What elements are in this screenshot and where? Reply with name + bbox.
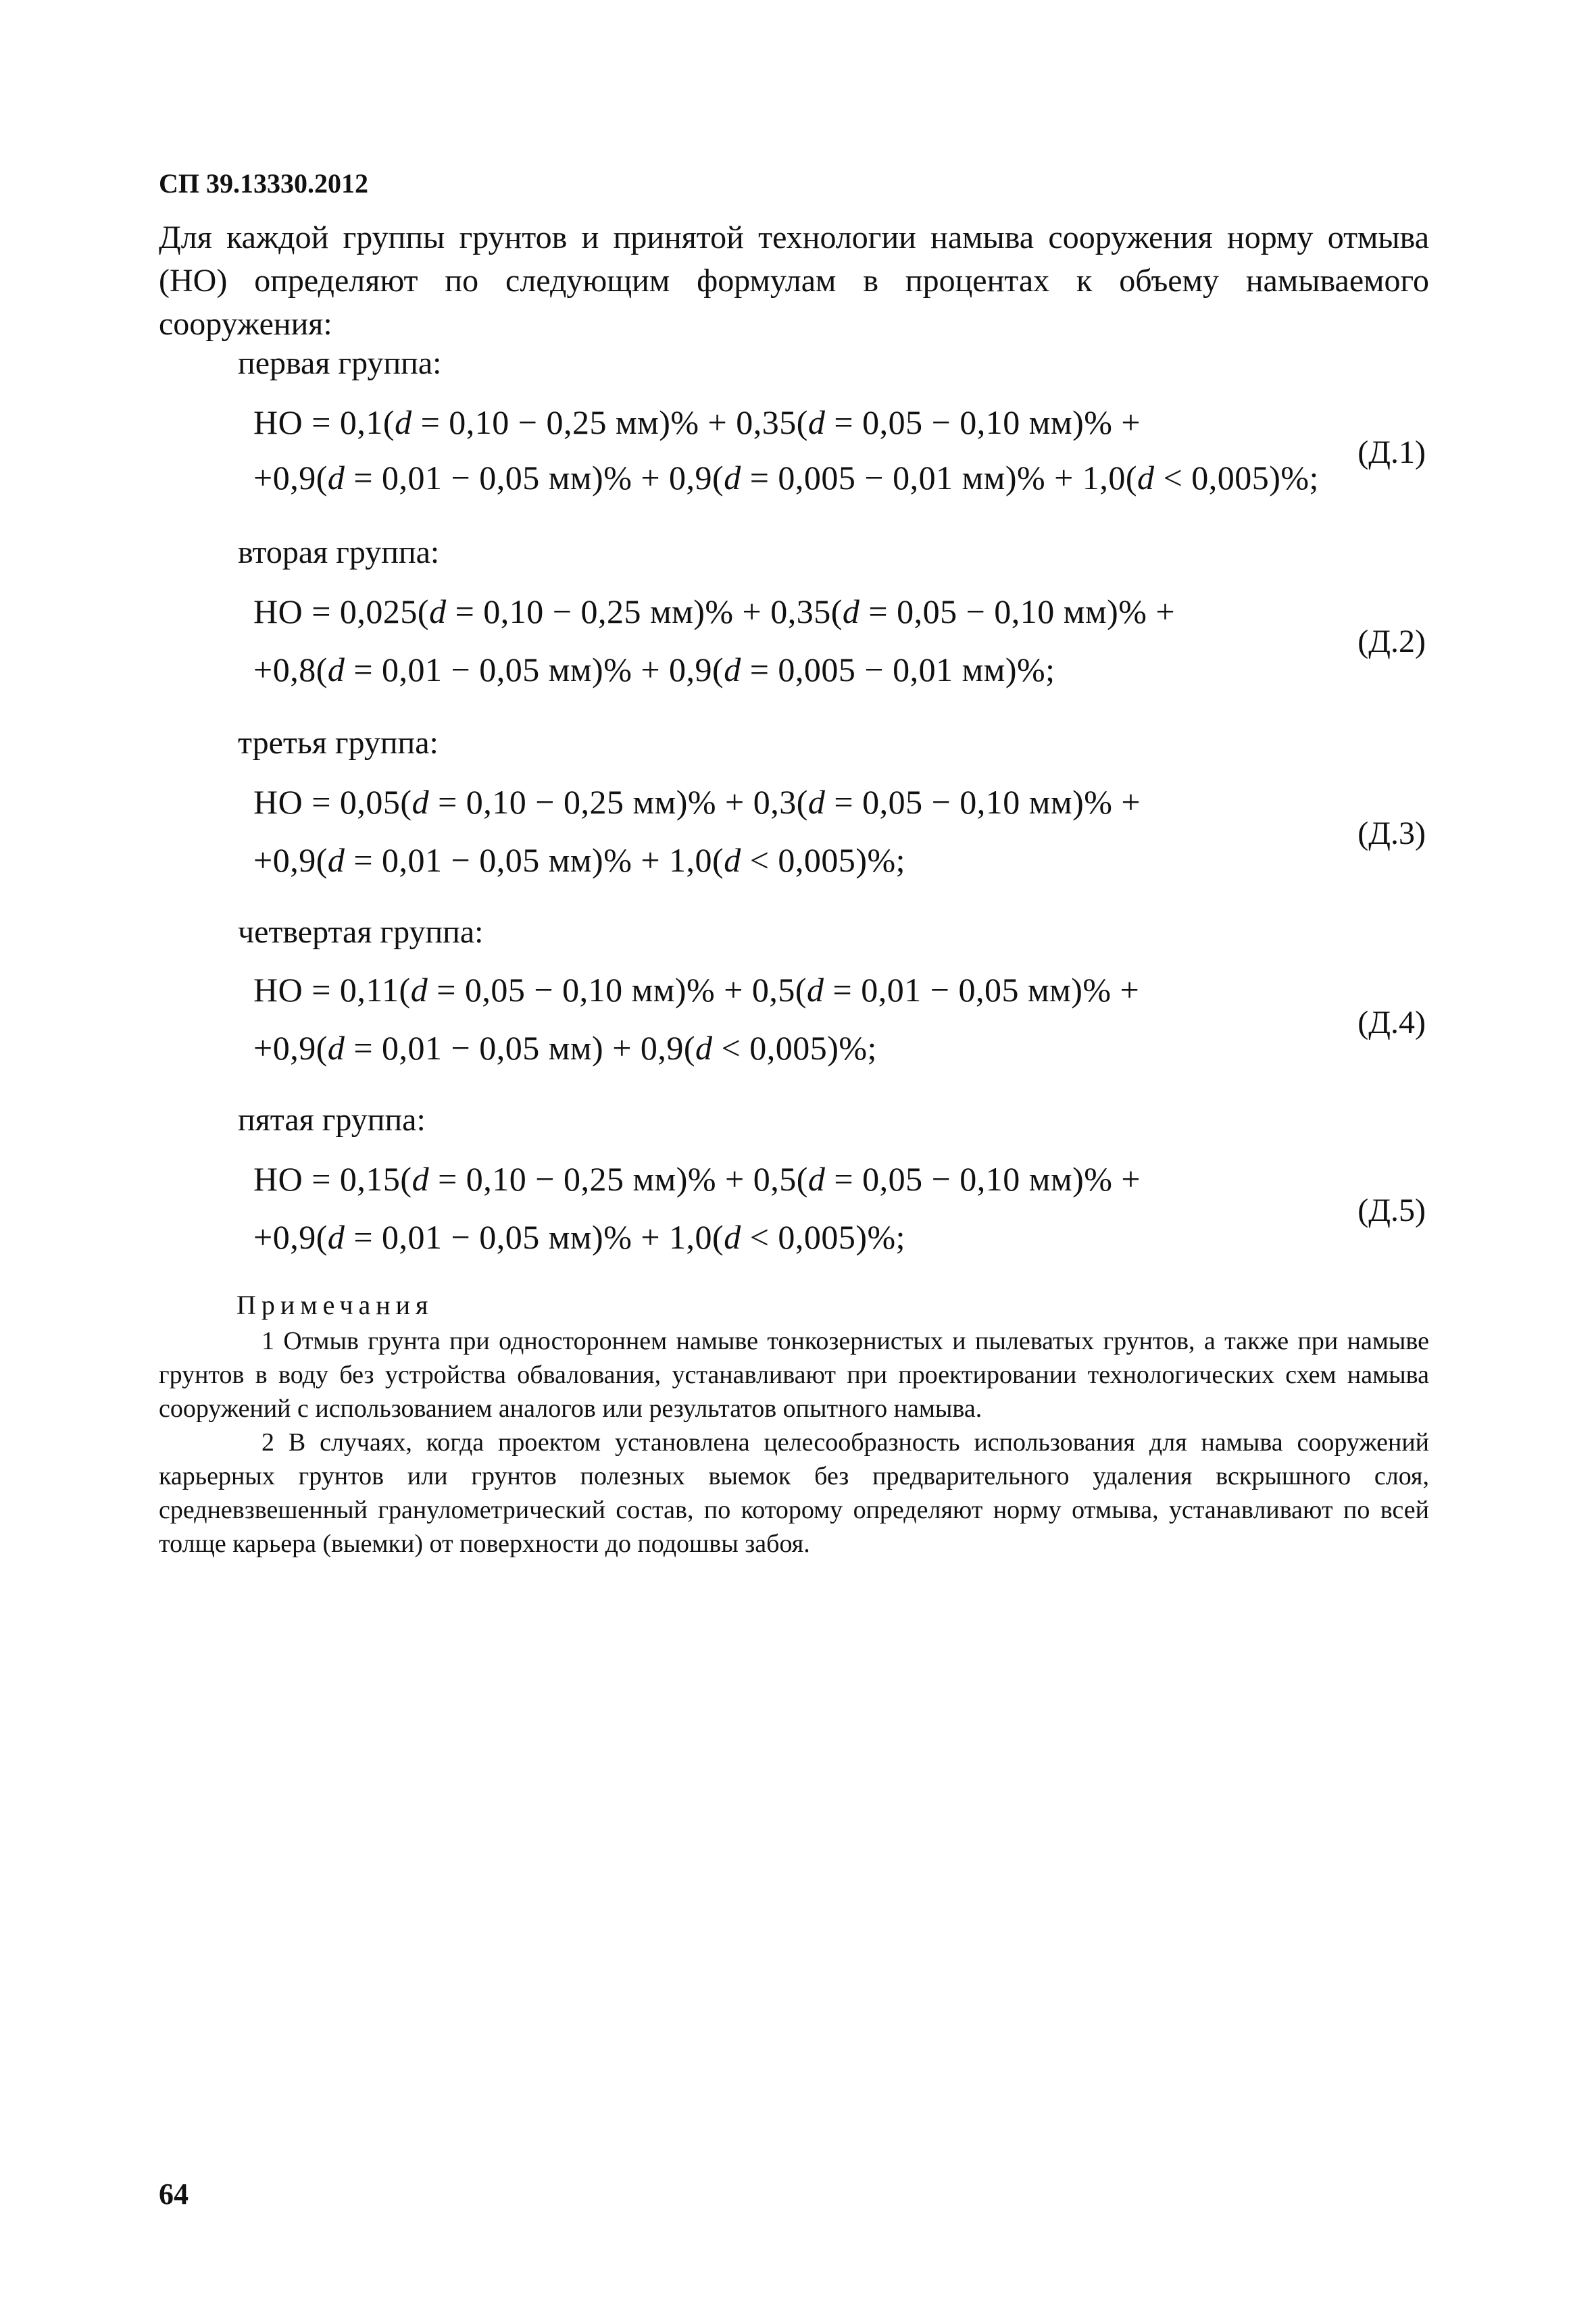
page-number: 64 (159, 2178, 189, 2211)
formula-4-line-1: НО = 0,11(d = 0,05 − 0,10 мм)% + 0,5(d = 0,01 − 0,05 мм)% + (253, 971, 1140, 1009)
formula-number-1: (Д.1) (1357, 434, 1426, 470)
formula-number-4: (Д.4) (1357, 1005, 1426, 1040)
group-label-1: первая группа: (238, 345, 442, 381)
note-2: 2 В случаях, когда проектом установлена целесообразность использования для намыва сооружений карьерных грунтов или грунтов полезных выемок без предварительного удаления вскрышного слоя, средневзвешенный гранулометрический состав, по которому определяют норму отмыва, устанавливают по всей толще карьера (выемки) от поверхности до подошвы забоя. (159, 1428, 1429, 1558)
document-header: СП 39.13330.2012 (159, 168, 368, 199)
formula-5-line-1: НО = 0,15(d = 0,10 − 0,25 мм)% + 0,5(d = 0,05 − 0,10 мм)% + (253, 1160, 1141, 1198)
intro-paragraph: Для каждой группы грунтов и принятой технологии намыва сооружения норму отмыва (НО) определяют по следующим формулам в процентах к объему намываемого сооружения: (159, 220, 1429, 342)
formula-2-line-2: +0,8(d = 0,01 − 0,05 мм)% + 0,9(d = 0,005 − 0,01 мм)%; (253, 651, 1055, 688)
formula-number-2: (Д.2) (1357, 624, 1426, 659)
group-label-2: вторая группа: (238, 534, 440, 570)
formula-number-5: (Д.5) (1357, 1192, 1426, 1228)
group-label-4: четвертая группа: (238, 914, 484, 950)
formula-2-line-1: НО = 0,025(d = 0,10 − 0,25 мм)% + 0,35(d = 0,05 − 0,10 мм)% + (253, 593, 1176, 630)
formula-3-line-1: НО = 0,05(d = 0,10 − 0,25 мм)% + 0,3(d = 0,05 − 0,10 мм)% + (253, 783, 1141, 821)
formula-5-line-2: +0,9(d = 0,01 − 0,05 мм)% + 1,0(d < 0,005)%; (253, 1218, 906, 1256)
formula-4-line-2: +0,9(d = 0,01 − 0,05 мм) + 0,9(d < 0,005)%; (253, 1029, 877, 1067)
formula-1-line-2: +0,9(d = 0,01 − 0,05 мм)% + 0,9(d = 0,005 − 0,01 мм)% + 1,0(d < 0,005)%; (253, 459, 1319, 497)
formula-3-line-2: +0,9(d = 0,01 − 0,05 мм)% + 1,0(d < 0,005)%; (253, 841, 906, 879)
group-label-5: пятая группа: (238, 1102, 426, 1138)
formula-number-3: (Д.3) (1357, 815, 1426, 851)
note-1: 1 Отмыв грунта при одностороннем намыве тонкозернистых и пылеватых грунтов, а также при намыве грунтов в воду без устройства обвалования, устанавливают при проектировании технологических схем намыва сооружений с использованием аналогов или результатов опытного намыва. (159, 1327, 1429, 1423)
group-label-3: третья группа: (238, 725, 439, 761)
formula-1-line-1: НО = 0,1(d = 0,10 − 0,25 мм)% + 0,35(d = 0,05 − 0,10 мм)% + (253, 403, 1141, 441)
notes-title: Примечания (236, 1290, 434, 1320)
